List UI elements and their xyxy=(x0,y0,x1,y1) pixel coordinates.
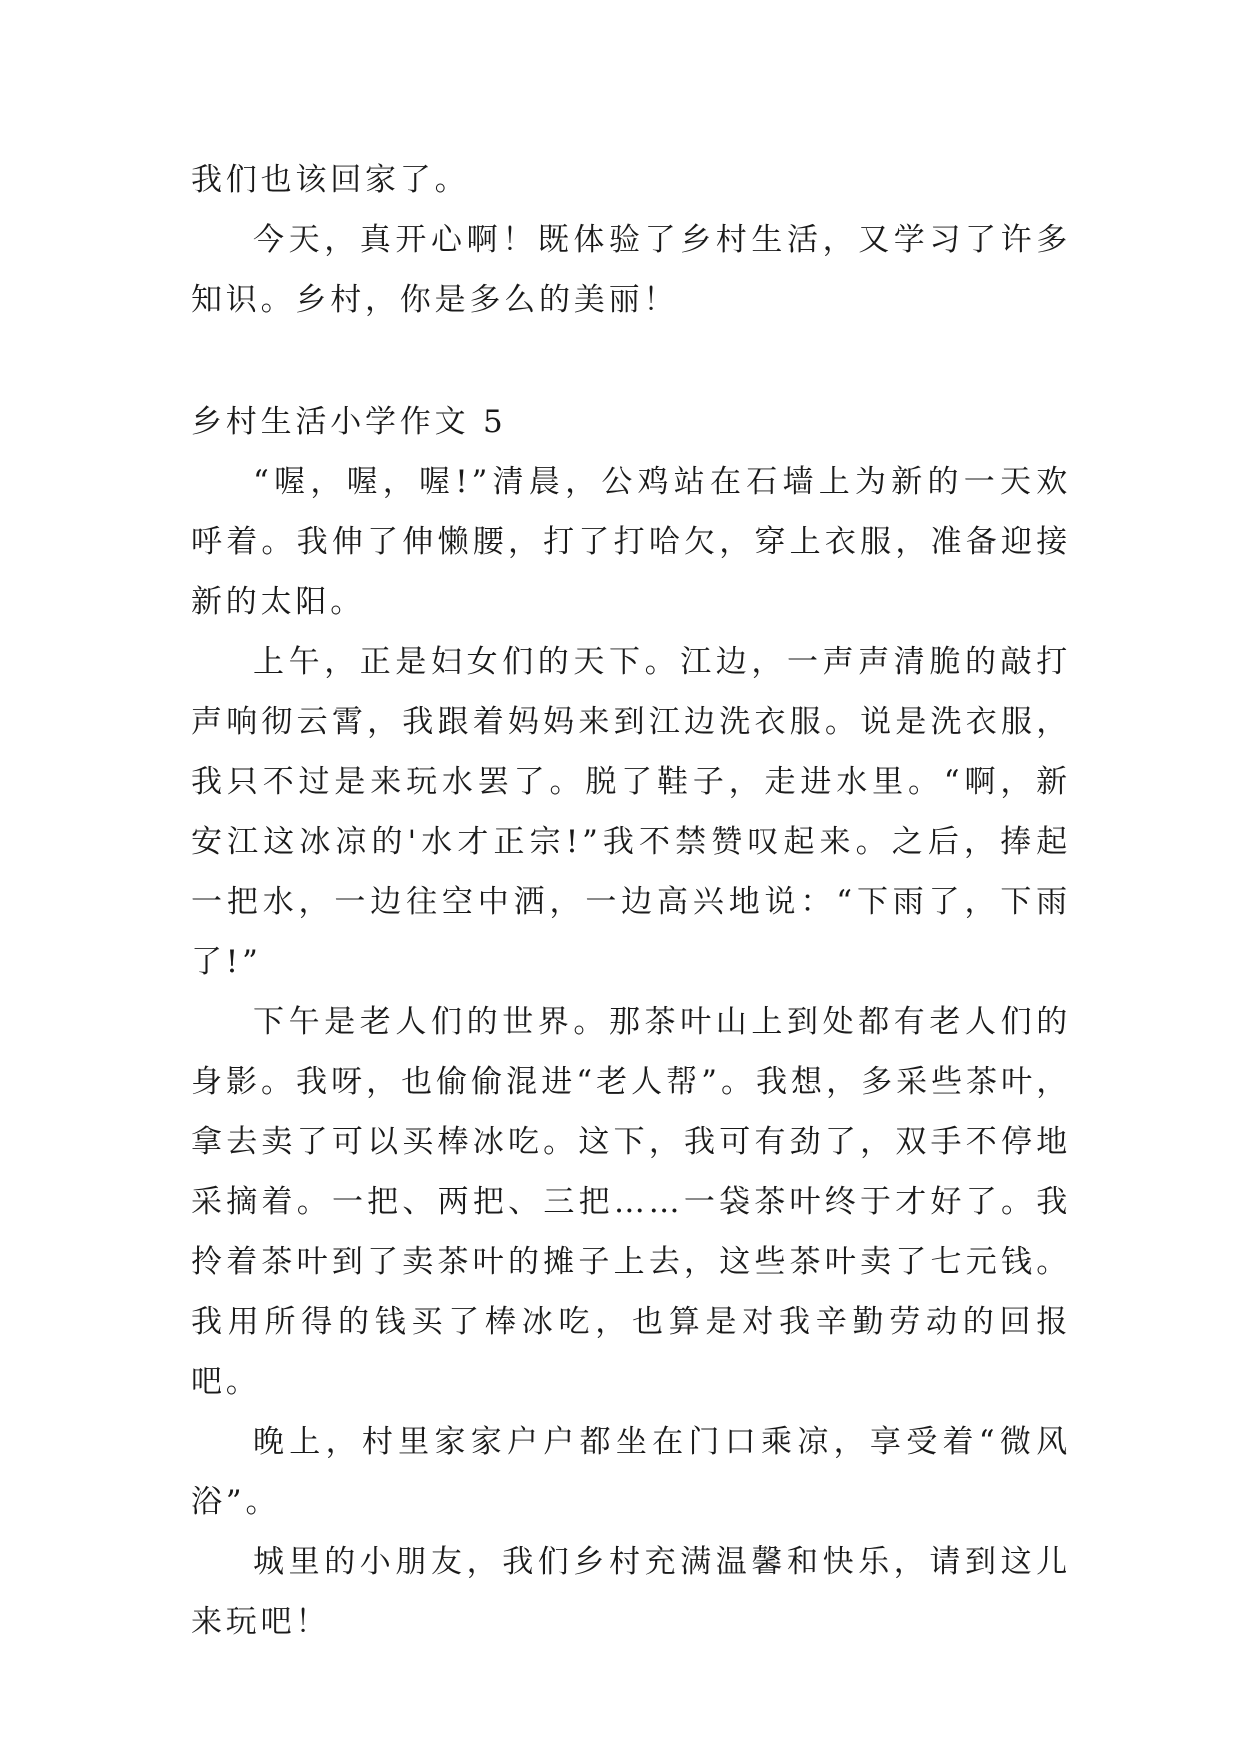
paragraph-continued: 我们也该回家了。 xyxy=(191,162,470,198)
paragraph: 城里的小朋友，我们乡村充满温馨和快乐，请到这儿来玩吧！ xyxy=(191,1544,1071,1640)
paragraph: 下午是老人们的世界。那茶叶山上到处都有老人们的身影。我呀，也偷偷混进“老人帮”。我想，多采些茶叶，拿去卖了可以买棒冰吃。这下，我可有劲了，双手不停地采摘着。一把、两把、三把……一袋茶叶终于才好了。我拎着茶叶到了卖茶叶的摊子上去，这些茶叶卖了七元钱。我用所得的钱买了棒冰吃，也算是对我辛勤劳动的回报吧。 xyxy=(191,1004,1071,1400)
paragraph: 晚上，村里家家户户都坐在门口乘凉，享受着“微风浴”。 xyxy=(191,1424,1071,1520)
document-page xyxy=(191,150,1071,1652)
paragraph: 今天，真开心啊！既体验了乡村生活，又学习了许多知识。乡村，你是多么的美丽！ xyxy=(191,222,1071,318)
section-title: 乡村生活小学作文 5 xyxy=(191,404,507,440)
paragraph: 上午，正是妇女们的天下。江边，一声声清脆的敲打声响彻云霄，我跟着妈妈来到江边洗衣服。说是洗衣服，我只不过是来玩水罢了。脱了鞋子，走进水里。“啊，新安江这冰凉的'水才正宗!”我不禁赞叹起来。之后，捧起一把水，一边往空中洒，一边高兴地说：“下雨了，下雨了!” xyxy=(191,644,1071,980)
paragraph: “喔，喔，喔!”清晨，公鸡站在石墙上为新的一天欢呼着。我伸了伸懒腰，打了打哈欠，穿上衣服，准备迎接新的太阳。 xyxy=(191,464,1071,620)
